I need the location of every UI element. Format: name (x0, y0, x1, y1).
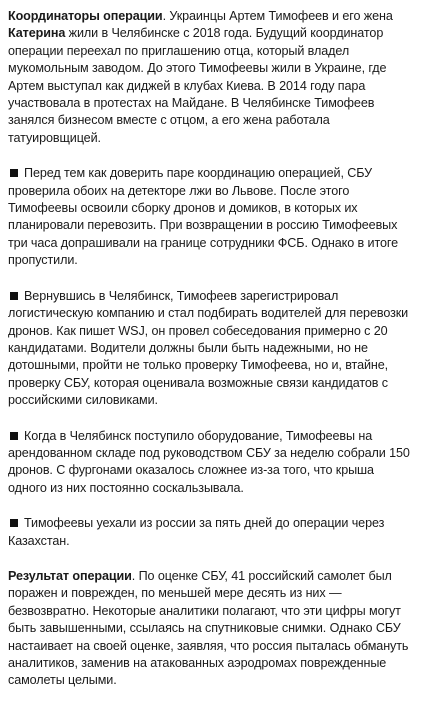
text: Тимофеевы уехали из россии за пять дней до операции через Казахстан. (8, 516, 385, 548)
paragraph-logistics (8, 288, 413, 410)
heading-coordinators: Координаторы операции (8, 9, 163, 23)
text: Перед тем как доверить паре координацию операцией, СБУ проверила обоих на детекторе лжи во Львове. После этого Тимофеевы освоили сборку дронов и домиков, в которых их планировали перевозить. При возвращении в россию Тимофеевых три часа допрашивали на границе сотрудники ФСБ. Однако в итоге пропустили. (8, 166, 398, 268)
paragraph-result (8, 568, 413, 690)
text: жили в Челябинске с 2018 года. Будущий координатор операции переехал по приглашению отца, который владел мукомольным заводом. (8, 26, 384, 76)
paragraph-lie-detector (8, 165, 413, 269)
black-square-bullet-icon (10, 169, 18, 177)
heading-result: Результат операции (8, 568, 132, 583)
text: Вернувшись в Челябинск, Тимофеев зарегистрировал логистическую компанию и стал подбирать водителей для перевозки дронов. Как пишет WSJ, он провел собеседования примерно с 20 кандидатами. Водители должны были быть надежными, но не дотошными, пройти не только проверку Тимофеева, но и, втайне, проверку СБУ, которая оценивала возможные связи кандидатов с российскими силовиками. (8, 288, 409, 408)
name-katerina: Катерина (8, 26, 66, 41)
text: Когда в Челябинск поступило оборудование, Тимофеевы на арендованном складе под руководством СБУ за неделю собрали 150 дронов. С фургонами оказалось сложнее из-за того, что крыша одного из них постоянно соскальзывала. (8, 428, 410, 495)
text: До этого Тимофеевы жили в Украине, где Артем выступал как диджей в клубах Киева. В 2014 году пара участвовала в протестах на Майдане. В Челябинске Тимофеев занялся бизнесом вместе с отцом, а его жена работала татуировщицей. (8, 61, 387, 145)
black-square-bullet-icon (10, 432, 18, 440)
paragraph-coordinators (8, 8, 413, 147)
text: . По оценке СБУ, 41 российский самолет был поражен и поврежден, по меньшей мере десять из них — безвозвратно. Некоторые аналитики полагают, что эти цифры могут быть завышенными, ссылаясь на спутниковые снимки. Однако СБУ настаивает на своей оценке, заявляя, что россия пыталась обмануть аналитиков, заменив на атакованных аэродромах поврежденные самолеты целыми. (8, 568, 409, 688)
black-square-bullet-icon (10, 519, 18, 527)
paragraph-departure (8, 515, 413, 550)
black-square-bullet-icon (10, 292, 18, 300)
text: . Украинцы Артем Тимофеев и его жена (162, 9, 393, 23)
paragraph-assembly (8, 428, 413, 498)
